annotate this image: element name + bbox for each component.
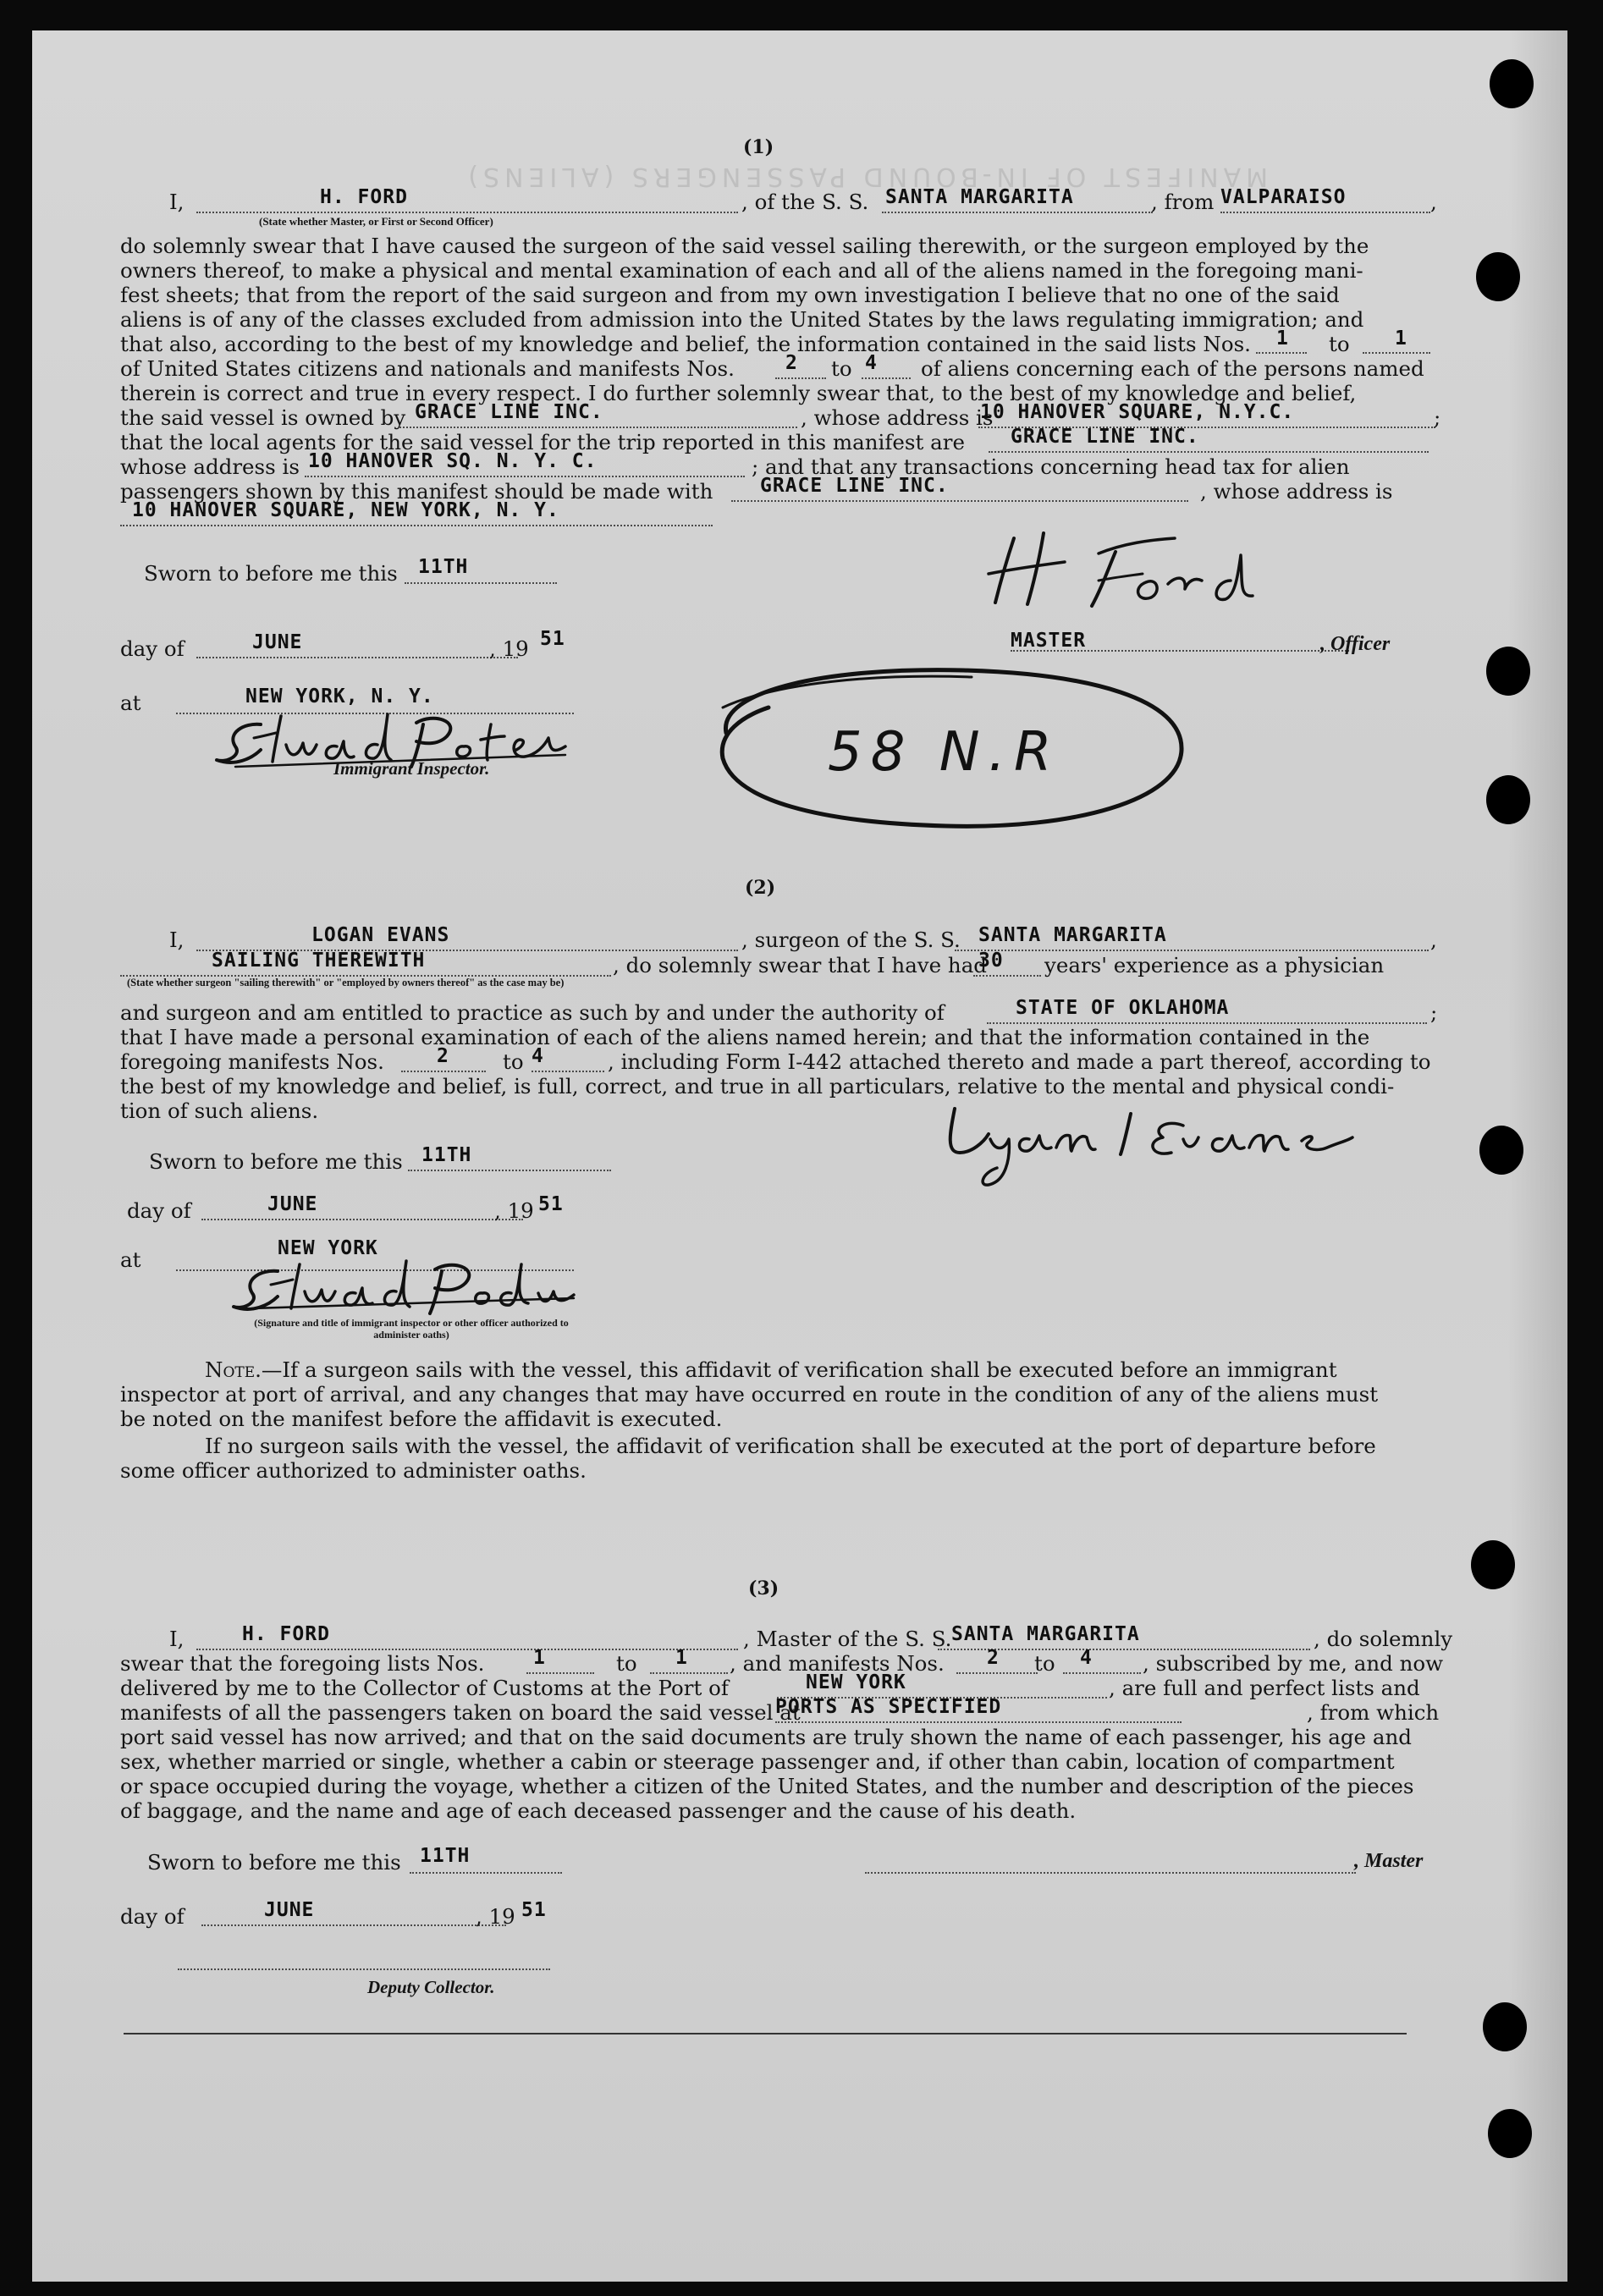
punch-hole — [1479, 1126, 1523, 1175]
s1-year: 51 — [540, 628, 565, 650]
s1-lists-from: 1 — [1276, 328, 1289, 350]
s3-ports-line — [775, 1721, 1182, 1723]
s1-line6b: of aliens concerning each of the persons named — [921, 356, 1424, 381]
s3-line2b: , and manifests Nos. — [730, 1651, 945, 1676]
s2-note-line3: be noted on the manifest before the affidavit is executed. — [120, 1407, 723, 1431]
s1-from: , from — [1151, 190, 1215, 214]
s1-month-line — [196, 657, 518, 658]
officer-signature — [227, 1258, 582, 1325]
s1-to: to — [1329, 332, 1350, 356]
s2-capacity-note: (State whether surgeon "sailing therewith" or "employed by owners thereof" as the case may be) — [127, 977, 565, 988]
s3-name-line — [196, 1649, 738, 1650]
s1-prefix: I, — [169, 190, 185, 214]
s2-authority: STATE OF OKLAHOMA — [1016, 997, 1230, 1019]
s1-line11b: , whose address is — [1200, 479, 1393, 504]
s3-vessel: SANTA MARGARITA — [951, 1623, 1140, 1645]
s2-sworn-day: 11TH — [421, 1144, 472, 1166]
s1-month: JUNE — [252, 631, 303, 653]
s2-line3a: and surgeon and am entitled to practice as such by and under the authority of — [120, 1000, 945, 1025]
s3-to: to — [616, 1651, 637, 1676]
s2-note-line2: inspector at port of arrival, and any changes that may have occurred en route in the condition of any of the aliens must — [120, 1382, 1379, 1407]
bleed-through-header: MANIFEST OF IN-BOUND PASSENGERS (ALIENS) — [463, 162, 1268, 191]
s3-line1b: , do solemnly — [1314, 1627, 1453, 1651]
s1-port-line — [1220, 212, 1430, 213]
s3-line3b: , are full and perfect lists and — [1109, 1676, 1420, 1700]
s2-line6: the best of my knowledge and belief, is full, correct, and true in all particulars, relative to the mental and physical condi- — [120, 1074, 1395, 1098]
s2-semicolon: ; — [1430, 1000, 1438, 1025]
s3-month-line — [201, 1924, 506, 1926]
s2-place: NEW YORK — [278, 1237, 378, 1259]
s3-lists-from: 1 — [533, 1647, 546, 1669]
s1-vessel: SANTA MARGARITA — [885, 186, 1074, 208]
s3-line: of baggage, and the name and age of each deceased passenger and the cause of his death. — [120, 1798, 1077, 1823]
s1-agents-address: 10 HANOVER SQ. N. Y. C. — [308, 450, 598, 472]
s3-master-name: H. FORD — [242, 1623, 330, 1645]
s3-year-prefix: , 19 — [476, 1904, 515, 1929]
s1-line8b: , whose address is — [801, 405, 994, 430]
s1-head-tax-address-line — [120, 525, 713, 526]
s1-line8a: the said vessel is owned by — [120, 405, 406, 430]
s2-years-line — [973, 975, 1041, 977]
s1-sworn: Sworn to before me this — [144, 561, 398, 586]
manifest-affidavit-page — [32, 30, 1567, 2282]
s2-prefix: I, — [169, 928, 185, 952]
s3-master-label: , Master — [1354, 1850, 1424, 1872]
s2-authority-line — [987, 1022, 1427, 1024]
s1-line: that also, according to the best of my knowledge and belief, the information contained in the said lists Nos. — [120, 332, 1251, 356]
s2-year-prefix: , 19 — [494, 1198, 534, 1223]
s3-line4a: manifests of all the passengers taken on board the said vessel at — [120, 1700, 801, 1725]
s3-line2c: , subscribed by me, and now — [1143, 1651, 1444, 1676]
s1-lists-from-line — [1256, 352, 1307, 354]
s1-owner: GRACE LINE INC. — [415, 401, 603, 423]
s2-years: 30 — [978, 950, 1004, 972]
s2-sig-note: (Signature and title of immigrant inspector or other officer authorized to administer oaths) — [254, 1317, 569, 1341]
s2-at: at — [120, 1247, 141, 1272]
s2-line4: that I have made a personal examination of each of the aliens named herein; and that the information contained in the — [120, 1025, 1370, 1049]
s2-line2b: years' experience as a physician — [1044, 953, 1385, 977]
s2-to: to — [503, 1049, 524, 1074]
s1-inspector-label: Immigrant Inspector. — [333, 758, 490, 779]
s3-line4b: , from which — [1307, 1700, 1440, 1725]
s3-sworn-day-line — [410, 1872, 562, 1874]
s1-port-from: VALPARAISO — [1220, 186, 1347, 208]
s3-deputy-label: Deputy Collector. — [367, 1977, 495, 1997]
s1-head-tax-address: 10 HANOVER SQUARE, NEW YORK, N. Y. — [132, 499, 559, 521]
s1-sworn-day: 11TH — [418, 556, 469, 578]
section-3-number: (3) — [748, 1577, 779, 1599]
s1-year-prefix: , 19 — [489, 636, 529, 661]
s2-manifests-from-line — [401, 1071, 486, 1072]
s1-name-note: (State whether Master, or First or Second Officer) — [259, 215, 493, 228]
s3-manifests-to-line — [1063, 1672, 1141, 1674]
s3-month: JUNE — [264, 1899, 315, 1921]
s1-place: NEW YORK, N. Y. — [245, 685, 434, 708]
s1-owner-line — [399, 427, 797, 428]
s2-year: 51 — [538, 1193, 564, 1215]
s3-master-sig-line — [865, 1872, 1356, 1874]
s3-lists-from-line — [526, 1672, 594, 1674]
s3-manifests-from: 2 — [987, 1647, 1000, 1669]
s3-deputy-line — [178, 1968, 550, 1970]
section-1-number: (1) — [743, 136, 774, 158]
punch-hole — [1488, 2109, 1532, 2158]
punch-hole — [1471, 1540, 1515, 1589]
s1-agents-line — [989, 451, 1429, 453]
s2-sworn-day-line — [408, 1170, 611, 1171]
s2-sworn: Sworn to before me this — [149, 1149, 403, 1174]
punch-hole — [1490, 59, 1534, 108]
s3-year: 51 — [521, 1899, 547, 1921]
s1-line7: therein is correct and true in every respect. I do further solemnly swear that, to the best of my knowledge and belief, — [120, 381, 1357, 405]
s3-prefix: I, — [169, 1627, 185, 1651]
s1-line: aliens is of any of the classes excluded from admission into the United States by the laws regulating immigration; and — [120, 307, 1364, 332]
s2-manifests-to: 4 — [532, 1045, 544, 1067]
s2-month-line — [201, 1219, 523, 1220]
s2-line5b: , including Form I-442 attached thereto and made a part thereof, according to — [608, 1049, 1431, 1074]
s2-line2a: , do solemnly swear that I have had — [613, 953, 987, 977]
s1-name-line — [196, 212, 738, 213]
s1-comma: , — [1430, 190, 1437, 214]
s1-vessel-line — [882, 212, 1153, 213]
s2-vessel: SANTA MARGARITA — [978, 924, 1167, 946]
s3-sworn: Sworn to before me this — [147, 1850, 401, 1875]
s1-sworn-day-line — [405, 582, 557, 584]
s1-line11a: passengers shown by this manifest should be made with — [120, 479, 713, 504]
s1-manifests-from: 2 — [785, 352, 798, 374]
s2-note-line5: some officer authorized to administer oaths. — [120, 1458, 587, 1483]
s2-vessel-line — [955, 950, 1429, 951]
s2-note-line1 — [205, 1357, 1337, 1382]
s3-line: sex, whether married or single, whether a cabin or steerage passenger and, if other than cabin, location of compartment — [120, 1749, 1395, 1774]
s1-owner-address: 10 HANOVER SQUARE, N.Y.C. — [980, 401, 1295, 423]
section-2-number: (2) — [745, 877, 776, 899]
s2-line5a: foregoing manifests Nos. — [120, 1049, 384, 1074]
s1-line9a: that the local agents for the said vessel for the trip reported in this manifest are — [120, 430, 965, 454]
s3-manifests-to: 4 — [1080, 1647, 1093, 1669]
s1-line10b: ; and that any transactions concerning head tax for alien — [752, 454, 1350, 479]
s1-agents-address-line — [305, 476, 745, 477]
s3-to: to — [1034, 1651, 1055, 1676]
s1-head-tax: GRACE LINE INC. — [760, 475, 949, 497]
s1-officer: , Officer — [1320, 633, 1391, 655]
s3-sworn-day: 11TH — [420, 1845, 471, 1867]
s3-master-of: , Master of the S. S. — [743, 1627, 952, 1651]
surgeon-signature — [929, 1100, 1369, 1193]
s2-manifests-from: 2 — [437, 1045, 449, 1067]
note-label: Note. — [205, 1357, 262, 1382]
s2-surgeon-name: LOGAN EVANS — [311, 924, 450, 946]
s1-line: fest sheets; that from the report of the said surgeon and from my own investigation I believe that no one of the said — [120, 283, 1340, 307]
s3-line: port said vessel has now arrived; and that on the said documents are truly shown the name of each passenger, his age and — [120, 1725, 1412, 1749]
receipt-stamp-text: 58 N.R — [828, 721, 1060, 784]
s1-master-title: MASTER — [1011, 630, 1087, 652]
master-signature — [980, 521, 1268, 614]
s2-day-of: day of — [127, 1198, 191, 1223]
punch-hole — [1486, 775, 1530, 824]
s2-manifests-to-line — [532, 1071, 604, 1072]
s3-line3a: delivered by me to the Collector of Customs at the Port of — [120, 1676, 729, 1700]
s1-line: do solemnly swear that I have caused the surgeon of the said vessel sailing therewith, or the surgeon employed by the — [120, 234, 1369, 258]
punch-hole — [1486, 647, 1530, 696]
punch-hole — [1483, 2002, 1527, 2051]
punch-hole — [1476, 252, 1520, 301]
s1-manifests-from-line — [775, 377, 826, 379]
s3-line2a: swear that the foregoing lists Nos. — [120, 1651, 485, 1676]
s1-line6a: of United States citizens and nationals and manifests Nos. — [120, 356, 735, 381]
s2-comma: , — [1430, 928, 1437, 952]
s1-at: at — [120, 691, 141, 715]
s1-semicolon: ; — [1434, 405, 1441, 430]
s2-capacity: SAILING THEREWITH — [212, 950, 426, 972]
s3-ports: PORTS AS SPECIFIED — [775, 1696, 1002, 1718]
s3-lists-to: 1 — [675, 1647, 688, 1669]
bottom-rule — [124, 2033, 1407, 2034]
s2-surgeon-of: , surgeon of the S. S. — [741, 928, 961, 952]
s2-month: JUNE — [267, 1193, 318, 1215]
s1-officer-name: H. FORD — [320, 186, 408, 208]
s1-line: owners thereof, to make a physical and mental examination of each and all of the aliens named in the foregoing mani- — [120, 258, 1363, 283]
s3-lists-to-line — [650, 1672, 728, 1674]
s1-manifests-to-line — [862, 377, 911, 379]
note-text: —If a surgeon sails with the vessel, this affidavit of verification shall be executed before an immigrant — [261, 1357, 1337, 1382]
s1-lists-to-line — [1363, 352, 1430, 354]
s1-lists-to: 1 — [1395, 328, 1407, 350]
s1-line10a: whose address is — [120, 454, 300, 479]
s3-manifests-from-line — [956, 1672, 1038, 1674]
s1-agents: GRACE LINE INC. — [1011, 426, 1199, 448]
s2-line7: tion of such aliens. — [120, 1098, 319, 1123]
s1-day-of: day of — [120, 636, 185, 661]
s3-line: or space occupied during the voyage, whether a citizen of the United States, and the number and description of the pieces — [120, 1774, 1414, 1798]
s1-to: to — [831, 356, 852, 381]
s1-of-ss: , of the S. S. — [741, 190, 869, 214]
s3-port: NEW YORK — [806, 1671, 906, 1693]
s1-head-tax-line — [731, 500, 1188, 502]
s1-manifests-to: 4 — [865, 352, 878, 374]
s3-day-of: day of — [120, 1904, 185, 1929]
s2-note-line4: If no surgeon sails with the vessel, the affidavit of verification shall be executed at the port of departure before — [205, 1434, 1376, 1458]
